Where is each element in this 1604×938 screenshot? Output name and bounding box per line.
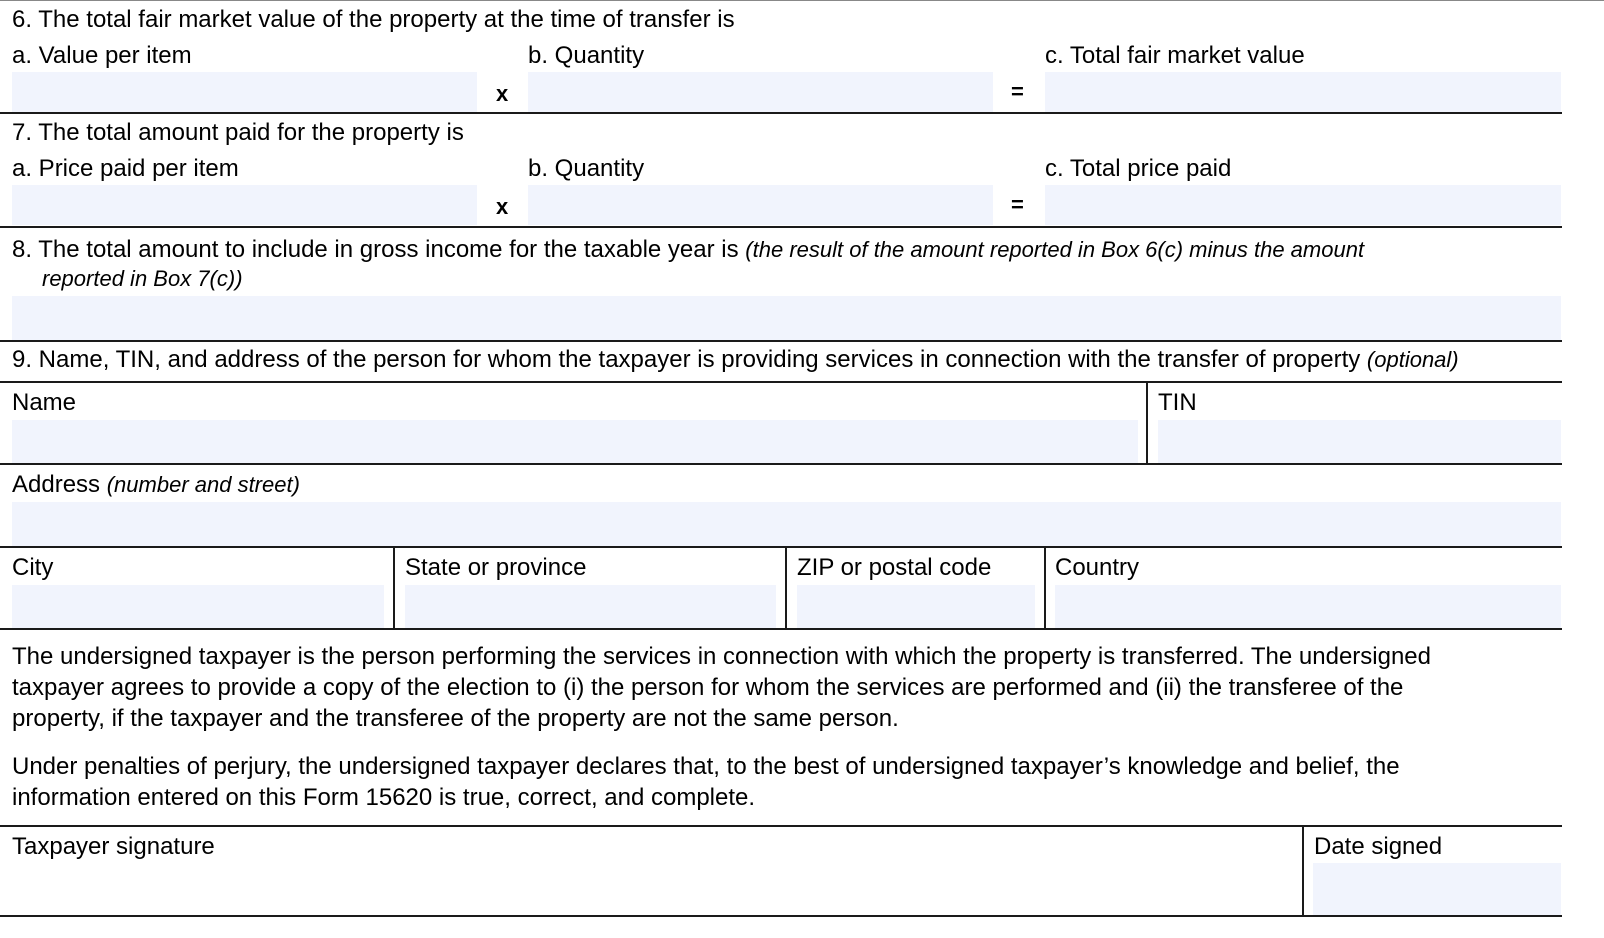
tin-input[interactable] xyxy=(1158,420,1561,463)
agreement-line-1: The undersigned taxpayer is the person performing the services in connection with which the property is transferred. The undersigned xyxy=(12,643,1431,670)
address-label-text: Address xyxy=(12,471,101,498)
perjury-line-1: Under penalties of perjury, the undersigned taxpayer declares that, to the best of undersigned taxpayer’s knowledge and belief, the xyxy=(12,753,1400,780)
taxpayer-signature-area[interactable] xyxy=(0,827,1302,915)
date-signed-label: Date signed xyxy=(1314,833,1443,860)
address-input[interactable] xyxy=(12,502,1561,546)
line6-quantity-input[interactable] xyxy=(528,72,993,112)
perjury-declaration-paragraph xyxy=(12,751,1592,813)
line7-c-label: c. Total price paid xyxy=(1045,155,1232,182)
line7-heading: 7. The total amount paid for the property is xyxy=(12,119,464,146)
line6-total-fmv-input[interactable] xyxy=(1045,72,1561,112)
line7-b-label: b. Quantity xyxy=(528,155,645,182)
line6-heading: 6. The total fair market value of the property at the time of transfer is xyxy=(12,6,735,33)
multiply-symbol: x xyxy=(496,194,509,219)
name-rule xyxy=(0,463,1562,465)
line7-a-label: a. Price paid per item xyxy=(12,155,239,182)
line9-heading-rule xyxy=(0,381,1562,383)
name-input[interactable] xyxy=(12,420,1138,463)
signature-date-divider xyxy=(1302,825,1304,916)
address-note: (number and street) xyxy=(106,472,300,497)
address-rule xyxy=(0,546,1562,548)
equals-symbol: = xyxy=(1011,192,1024,217)
date-signed-input[interactable] xyxy=(1313,863,1561,915)
line8-note-continued: reported in Box 7(c)) xyxy=(42,266,243,291)
tin-label: TIN xyxy=(1158,389,1197,416)
line9-optional-note: (optional) xyxy=(1366,347,1459,372)
address-label xyxy=(12,471,300,499)
line6-value-per-item-input[interactable] xyxy=(12,72,477,112)
line6-c-label: c. Total fair market value xyxy=(1045,42,1305,69)
city-row-rule xyxy=(0,628,1562,630)
line7-rule xyxy=(0,226,1562,228)
line9-heading xyxy=(12,346,1459,374)
line7-total-price-input[interactable] xyxy=(1045,185,1561,225)
line7-quantity-input[interactable] xyxy=(528,185,993,225)
city-input[interactable] xyxy=(12,585,384,628)
country-label: Country xyxy=(1055,554,1140,581)
line8-note: (the result of the amount reported in Box 6(c) minus the amount xyxy=(745,237,1365,262)
country-input[interactable] xyxy=(1055,585,1561,628)
signature-bottom-rule xyxy=(0,915,1562,917)
agreement-line-2: taxpayer agrees to provide a copy of the election to (i) the person for whom the services are performed and (ii) the transferee of the xyxy=(12,674,1404,701)
zip-input[interactable] xyxy=(797,585,1035,628)
top-rule xyxy=(0,0,1604,1)
equals-symbol: = xyxy=(1011,79,1024,104)
state-label: State or province xyxy=(405,554,587,581)
state-input[interactable] xyxy=(405,585,776,628)
line8-heading-text: 8. The total amount to include in gross income for the taxable year is xyxy=(12,236,739,263)
state-zip-divider xyxy=(785,546,787,629)
name-label: Name xyxy=(12,389,77,416)
line9-heading-text: 9. Name, TIN, and address of the person for whom the taxpayer is providing services in connection with the transfer of property xyxy=(12,346,1361,373)
taxpayer-agreement-paragraph xyxy=(12,641,1592,734)
multiply-symbol: x xyxy=(496,81,509,106)
agreement-line-3: property, if the taxpayer and the transferee of the property are not the same person. xyxy=(12,705,899,732)
perjury-line-2: information entered on this Form 15620 is true, correct, and complete. xyxy=(12,784,756,811)
line6-rule xyxy=(0,112,1562,114)
name-tin-divider xyxy=(1146,381,1148,464)
city-label: City xyxy=(12,554,54,581)
line8-gross-income-input[interactable] xyxy=(12,296,1561,340)
city-state-divider xyxy=(393,546,395,629)
line8-heading xyxy=(12,236,1364,264)
zip-country-divider xyxy=(1044,546,1046,629)
line7-price-per-item-input[interactable] xyxy=(12,185,477,225)
zip-label: ZIP or postal code xyxy=(797,554,992,581)
taxpayer-signature-label: Taxpayer signature xyxy=(12,833,215,860)
line6-b-label: b. Quantity xyxy=(528,42,645,69)
line6-a-label: a. Value per item xyxy=(12,42,192,69)
line8-rule xyxy=(0,340,1562,342)
